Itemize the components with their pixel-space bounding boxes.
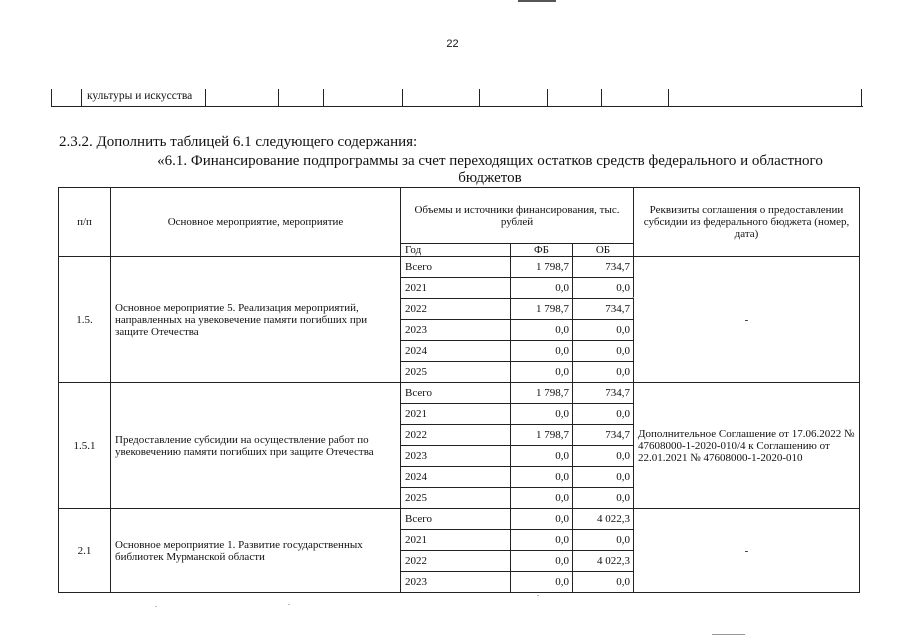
- table-row: [59, 383, 860, 404]
- table-body: [59, 257, 860, 593]
- ob-value-cell: 0,0: [573, 278, 634, 299]
- ob-value-cell: 4 022,3: [573, 509, 634, 530]
- year-cell: 2022: [401, 425, 511, 446]
- year-cell: 2025: [401, 488, 511, 509]
- fb-value-cell: 0,0: [511, 404, 573, 425]
- fb-value-cell: 1 798,7: [511, 383, 573, 404]
- fb-value-cell: 0,0: [511, 446, 573, 467]
- event-name-cell: Основное мероприятие 1. Развитие государственных библиотек Мурманской области: [111, 509, 401, 593]
- ob-value-cell: 0,0: [573, 362, 634, 383]
- scan-speck: [155, 606, 157, 607]
- fb-value-cell: 0,0: [511, 572, 573, 593]
- fb-value-cell: 0,0: [511, 362, 573, 383]
- year-cell: 2023: [401, 446, 511, 467]
- fb-value-cell: 0,0: [511, 341, 573, 362]
- requisites-cell: Дополнительное Соглашение от 17.06.2022 № 47608000-1-2020-010/4 к Соглашению от 22.01.2021 № 47608000-1-2020-010: [634, 383, 860, 509]
- page-number: 22: [446, 38, 459, 50]
- row-number-cell: 1.5.: [59, 257, 111, 383]
- financing-table: [58, 187, 860, 593]
- requisites-cell: -: [634, 509, 860, 593]
- header-ob: ОБ: [573, 244, 634, 257]
- year-cell: 2021: [401, 278, 511, 299]
- header-event: Основное мероприятие, мероприятие: [111, 188, 401, 257]
- ob-value-cell: 0,0: [573, 341, 634, 362]
- fb-value-cell: 0,0: [511, 509, 573, 530]
- ob-value-cell: 734,7: [573, 425, 634, 446]
- fb-value-cell: 0,0: [511, 551, 573, 572]
- ob-value-cell: 0,0: [573, 404, 634, 425]
- ob-value-cell: 0,0: [573, 572, 634, 593]
- carry-over-table-row: [51, 89, 863, 107]
- row-number-cell: 2.1: [59, 509, 111, 593]
- scan-speck: [537, 595, 539, 596]
- fb-value-cell: 1 798,7: [511, 425, 573, 446]
- carry-over-cell-text: культуры и искусства: [87, 90, 193, 102]
- ob-value-cell: 4 022,3: [573, 551, 634, 572]
- scan-speck: [632, 297, 634, 298]
- year-cell: 2023: [401, 572, 511, 593]
- scan-artifact-line: [518, 0, 556, 2]
- row-number-cell: 1.5.1: [59, 383, 111, 509]
- fb-value-cell: 0,0: [511, 467, 573, 488]
- year-cell: 2024: [401, 467, 511, 488]
- scan-artifact-mark: [712, 634, 745, 635]
- ob-value-cell: 0,0: [573, 446, 634, 467]
- year-cell: Всего: [401, 383, 511, 404]
- fb-value-cell: 1 798,7: [511, 299, 573, 320]
- ob-value-cell: 0,0: [573, 488, 634, 509]
- year-cell: 2021: [401, 530, 511, 551]
- requisites-cell: -: [634, 257, 860, 383]
- ob-value-cell: 0,0: [573, 320, 634, 341]
- table-row: [59, 257, 860, 278]
- scan-speck: [288, 604, 290, 605]
- header-funding: Объемы и источники финансирования, тыс. рублей: [401, 188, 634, 244]
- table-title: «6.1. Финансирование подпрограммы за счет переходящих остатков средств федерального и областного бюджетов: [157, 153, 823, 186]
- year-cell: Всего: [401, 257, 511, 278]
- year-cell: 2022: [401, 299, 511, 320]
- fb-value-cell: 0,0: [511, 530, 573, 551]
- table-row: [59, 509, 860, 530]
- header-num: п/п: [59, 188, 111, 257]
- table-header-row: [59, 188, 860, 244]
- year-cell: 2021: [401, 404, 511, 425]
- fb-value-cell: 0,0: [511, 320, 573, 341]
- event-name-cell: Предоставление субсидии на осуществление работ по увековечению памяти погибших при защите Отечества: [111, 383, 401, 509]
- fb-value-cell: 0,0: [511, 488, 573, 509]
- year-cell: 2025: [401, 362, 511, 383]
- fb-value-cell: 0,0: [511, 278, 573, 299]
- year-cell: 2024: [401, 341, 511, 362]
- fb-value-cell: 1 798,7: [511, 257, 573, 278]
- ob-value-cell: 734,7: [573, 257, 634, 278]
- year-cell: Всего: [401, 509, 511, 530]
- year-cell: 2022: [401, 551, 511, 572]
- ob-value-cell: 0,0: [573, 530, 634, 551]
- ob-value-cell: 0,0: [573, 467, 634, 488]
- header-year: Год: [401, 244, 511, 257]
- year-cell: 2023: [401, 320, 511, 341]
- header-requisites: Реквизиты соглашения о предоставлении субсидии из федерального бюджета (номер, дата): [634, 188, 860, 257]
- section-instruction: 2.3.2. Дополнить таблицей 6.1 следующего содержания:: [59, 134, 418, 150]
- ob-value-cell: 734,7: [573, 383, 634, 404]
- event-name-cell: Основное мероприятие 5. Реализация мероприятий, направленных на увековечение памяти погибших при защите Отечества: [111, 257, 401, 383]
- ob-value-cell: 734,7: [573, 299, 634, 320]
- header-fb: ФБ: [511, 244, 573, 257]
